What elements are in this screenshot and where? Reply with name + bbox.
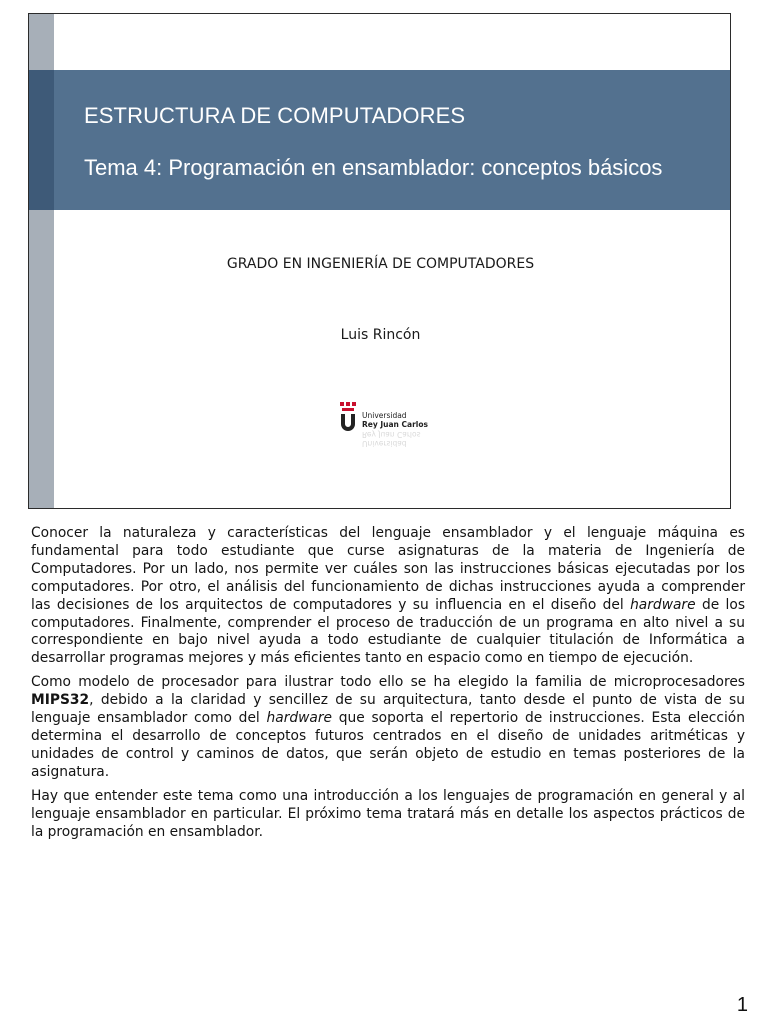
paragraph-3: Hay que entender este tema como una introducción a los lenguajes de programación en general y al lenguaje ensamblador en particular. El próximo tema tratará más en detalle los aspectos prácticos de la programación en ensamblador. <box>31 787 745 840</box>
slide-title: ESTRUCTURA DE COMPUTADORES <box>84 103 466 128</box>
paragraph-2: Como modelo de procesador para ilustrar todo ello se ha elegido la familia de microprocesadores MIPS32, debido a la claridad y sencillez de su arquitectura, tanto desde el punto de vista de su lenguaje ensamblador como del hardware que soporta el repertorio de instrucciones. Esta elección determina el desarrollo de conceptos futuros centrados en el diseño de unidades aritméticas y unidades de control y caminos de datos, que serán objeto de estudio en temas posteriores de la asignatura. <box>31 674 745 780</box>
logo-text <box>362 411 428 429</box>
logo-line-1: Universidad <box>362 411 407 420</box>
author-name: Luis Rincón <box>340 327 421 343</box>
logo-line-2: Rey Juan Carlos <box>362 420 428 429</box>
slide-title-band <box>29 70 730 210</box>
paragraph-1: Conocer la naturaleza y características del lenguaje ensamblador y el lenguaje máquina es fundamental para todo estudiante que curse asignaturas de la materia de Ingeniería de Computadores. Por un lado, nos permite ver cuáles son las instrucciones básicas ejecutadas por los computadores. Por otro, el análisis del funcionamiento de dichas instrucciones ayuda a comprender las decisiones de los arquitectos de computadores y su influencia en el diseño del hardware de los computadores. Finalmente, comprender el proceso de traducción de un programa en alto nivel a su correspondiente en bajo nivel ayuda a todo estudiante de cualquier titulación de Informática a desarrollar programas mejores y más eficientes tanto en espacio como en tiempo de ejecución. <box>31 525 746 667</box>
degree-name: GRADO EN INGENIERÍA DE COMPUTADORES <box>226 256 535 272</box>
slide-band-edge <box>29 70 54 210</box>
university-crest-icon <box>337 402 359 436</box>
italic-term: hardware <box>630 596 696 613</box>
body-text <box>31 525 745 847</box>
page-number: 1 <box>736 994 748 1016</box>
title-slide <box>28 13 731 509</box>
slide-subtitle: Tema 4: Programación en ensamblador: conceptos básicos <box>84 155 663 180</box>
bold-term: MIPS32 <box>31 692 90 709</box>
logo-reflection: Universidad Rey Juan Carlos <box>362 430 421 448</box>
university-logo <box>337 396 427 446</box>
italic-term: hardware <box>266 710 333 727</box>
